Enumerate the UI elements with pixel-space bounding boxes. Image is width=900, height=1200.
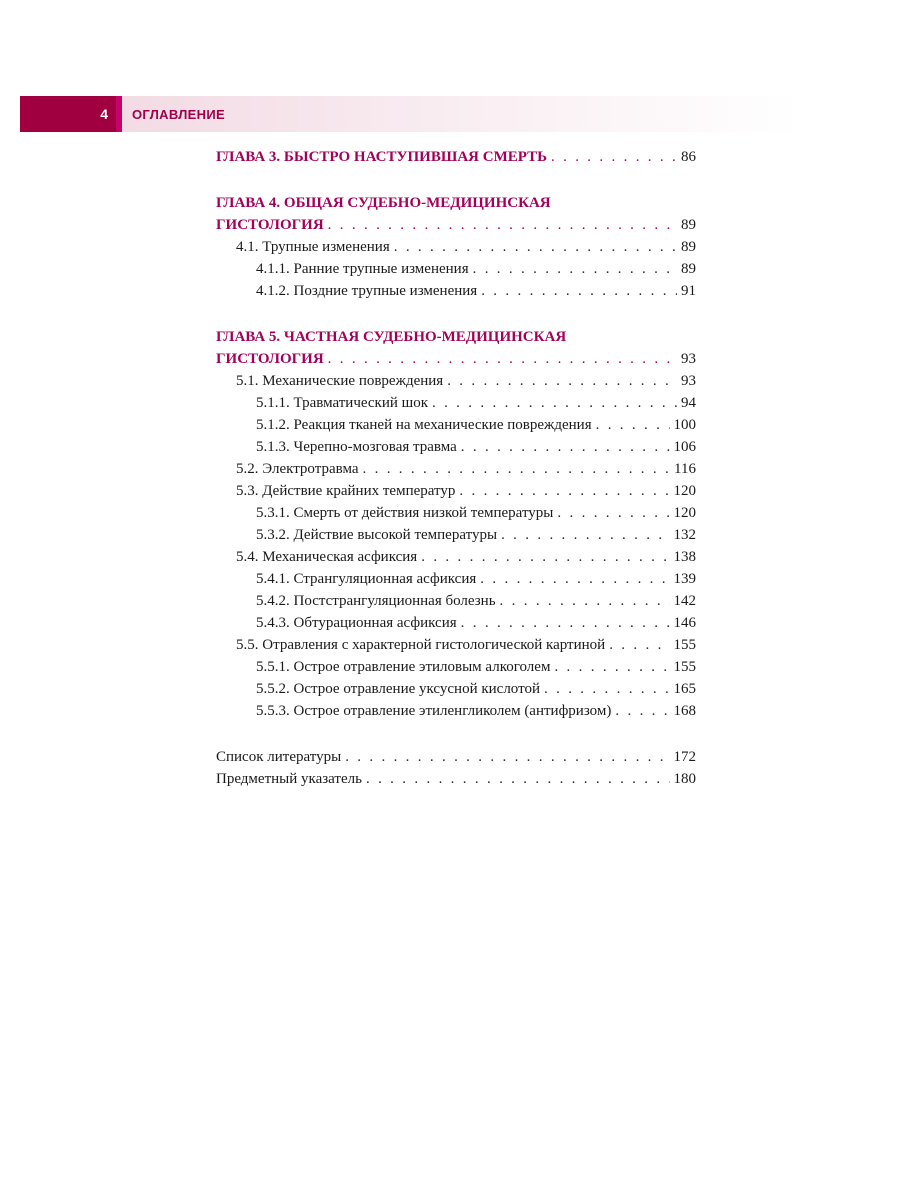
toc-entry-page: 94 xyxy=(681,395,696,411)
toc-entry-page: 146 xyxy=(673,615,696,631)
toc-entry-index[interactable] xyxy=(216,768,696,790)
section-title xyxy=(122,96,800,132)
dot-leader xyxy=(394,236,677,258)
page-number-text: 4 xyxy=(100,106,108,122)
toc-entry-label: 4.1. Трупные изменения xyxy=(236,239,390,255)
toc-entry[interactable] xyxy=(216,590,696,612)
toc-entry-label: 5.3.2. Действие высокой температуры xyxy=(256,527,498,543)
toc-entry[interactable] xyxy=(216,414,696,436)
dot-leader xyxy=(461,612,670,634)
dot-leader xyxy=(596,414,670,436)
dot-leader xyxy=(500,590,670,612)
chapter-title-line: ГЛАВА 5. ЧАСТНАЯ СУДЕБНО-МЕДИЦИНСКАЯ xyxy=(216,329,567,345)
toc-entry[interactable] xyxy=(216,678,696,700)
toc-entry-label: 4.1.1. Ранние трупные изменения xyxy=(256,261,469,277)
toc-entry-page: 116 xyxy=(674,461,696,477)
toc-entry[interactable] xyxy=(216,236,696,258)
toc-entry[interactable] xyxy=(216,280,696,302)
toc-entry[interactable] xyxy=(216,524,696,546)
toc-entry-label: 5.1.1. Травматический шок xyxy=(256,395,428,411)
dot-leader xyxy=(345,746,669,768)
toc-entry-label: 5.4.3. Обтурационная асфиксия xyxy=(256,615,457,631)
toc-entry-page: 120 xyxy=(673,483,696,499)
toc-entry-page: 93 xyxy=(681,373,696,389)
dot-leader xyxy=(609,634,669,656)
toc-entry-label: ГИСТОЛОГИЯ xyxy=(216,351,324,367)
dot-leader xyxy=(551,146,677,168)
toc-entry-label: 4.1.2. Поздние трупные изменения xyxy=(256,283,478,299)
running-header xyxy=(20,96,800,132)
dot-leader xyxy=(554,656,669,678)
toc-entry[interactable] xyxy=(216,258,696,280)
toc-entry[interactable] xyxy=(216,502,696,524)
page-number xyxy=(20,96,116,132)
toc-entry-page: 165 xyxy=(673,681,696,697)
toc-entry-page: 155 xyxy=(673,659,696,675)
toc-entry-page: 139 xyxy=(673,571,696,587)
toc-entry-label: Список литературы xyxy=(216,749,342,765)
toc-entry-label: ГИСТОЛОГИЯ xyxy=(216,217,324,233)
toc-entry[interactable] xyxy=(216,436,696,458)
toc-entry-page: 86 xyxy=(681,149,696,165)
toc-entry-label: ГЛАВА 3. БЫСТРО НАСТУПИВШАЯ СМЕРТЬ xyxy=(216,149,547,165)
toc-entry-page: 132 xyxy=(673,527,696,543)
toc-entry-page: 93 xyxy=(681,351,696,367)
toc-entry[interactable] xyxy=(216,546,696,568)
toc-entry-page: 142 xyxy=(673,593,696,609)
toc-entry[interactable] xyxy=(216,214,696,236)
toc-entry[interactable] xyxy=(216,612,696,634)
toc-entry[interactable] xyxy=(216,480,696,502)
toc-entry[interactable] xyxy=(216,568,696,590)
toc-entry-label: 5.4.1. Странгуляционная асфиксия xyxy=(256,571,477,587)
toc-entry[interactable] xyxy=(216,348,696,370)
dot-leader xyxy=(363,458,671,480)
dot-leader xyxy=(615,700,669,722)
dot-leader xyxy=(481,280,677,302)
table-of-contents xyxy=(216,146,696,790)
toc-chapter-5 xyxy=(216,326,696,370)
dot-leader xyxy=(328,214,677,236)
toc-entry[interactable] xyxy=(216,392,696,414)
toc-entry-page: 89 xyxy=(681,217,696,233)
dot-leader xyxy=(544,678,670,700)
dot-leader xyxy=(459,480,669,502)
toc-entry-label: 5.5.3. Острое отравление этиленгликолем (антифризом) xyxy=(256,703,612,719)
chapter-title-line: ГЛАВА 4. ОБЩАЯ СУДЕБНО-МЕДИЦИНСКАЯ xyxy=(216,195,551,211)
toc-entry-label: 5.5.2. Острое отравление уксусной кислотой xyxy=(256,681,540,697)
toc-entry[interactable] xyxy=(216,370,696,392)
dot-leader xyxy=(480,568,669,590)
toc-entry[interactable] xyxy=(216,700,696,722)
toc-entry-label: 5.5.1. Острое отравление этиловым алкоголем xyxy=(256,659,551,675)
toc-entry-label: 5.3.1. Смерть от действия низкой температуры xyxy=(256,505,554,521)
toc-entry-label: 5.1. Механические повреждения xyxy=(236,373,444,389)
toc-entry-page: 100 xyxy=(673,417,696,433)
dot-leader xyxy=(447,370,677,392)
toc-entry-bibliography[interactable] xyxy=(216,746,696,768)
toc-entry-page: 138 xyxy=(673,549,696,565)
toc-entry-page: 180 xyxy=(673,771,696,787)
toc-entry-label: 5.4. Механическая асфиксия xyxy=(236,549,418,565)
toc-entry-page: 172 xyxy=(673,749,696,765)
toc-entry-page: 106 xyxy=(673,439,696,455)
toc-entry-page: 91 xyxy=(681,283,696,299)
toc-chapter-3 xyxy=(216,146,696,168)
toc-entry-page: 168 xyxy=(673,703,696,719)
toc-entry[interactable] xyxy=(216,634,696,656)
toc-entry[interactable] xyxy=(216,146,696,168)
toc-entry-label: 5.5. Отравления с характерной гистологической картиной xyxy=(236,637,606,653)
toc-entry[interactable] xyxy=(216,656,696,678)
toc-entry-label: 5.4.2. Постстрангуляционная болезнь xyxy=(256,593,496,609)
toc-entry-label: 5.1.2. Реакция тканей на механические повреждения xyxy=(256,417,592,433)
toc-entry-label: 5.3. Действие крайних температур xyxy=(236,483,456,499)
dot-leader xyxy=(557,502,669,524)
toc-entry[interactable] xyxy=(216,458,696,480)
section-title-text: ОГЛАВЛЕНИЕ xyxy=(132,106,225,122)
dot-leader xyxy=(473,258,677,280)
toc-entry-page: 89 xyxy=(681,239,696,255)
dot-leader xyxy=(501,524,669,546)
toc-entry-label: 5.1.3. Черепно-мозговая травма xyxy=(256,439,457,455)
dot-leader xyxy=(461,436,670,458)
dot-leader xyxy=(328,348,677,370)
toc-entry-page: 120 xyxy=(673,505,696,521)
toc-chapter-4 xyxy=(216,192,696,236)
toc-entry-label: Предметный указатель xyxy=(216,771,362,787)
toc-entry-label: 5.2. Электротравма xyxy=(236,461,359,477)
dot-leader xyxy=(432,392,677,414)
dot-leader xyxy=(421,546,669,568)
dot-leader xyxy=(366,768,670,790)
toc-entry-page: 155 xyxy=(673,637,696,653)
toc-entry-page: 89 xyxy=(681,261,696,277)
